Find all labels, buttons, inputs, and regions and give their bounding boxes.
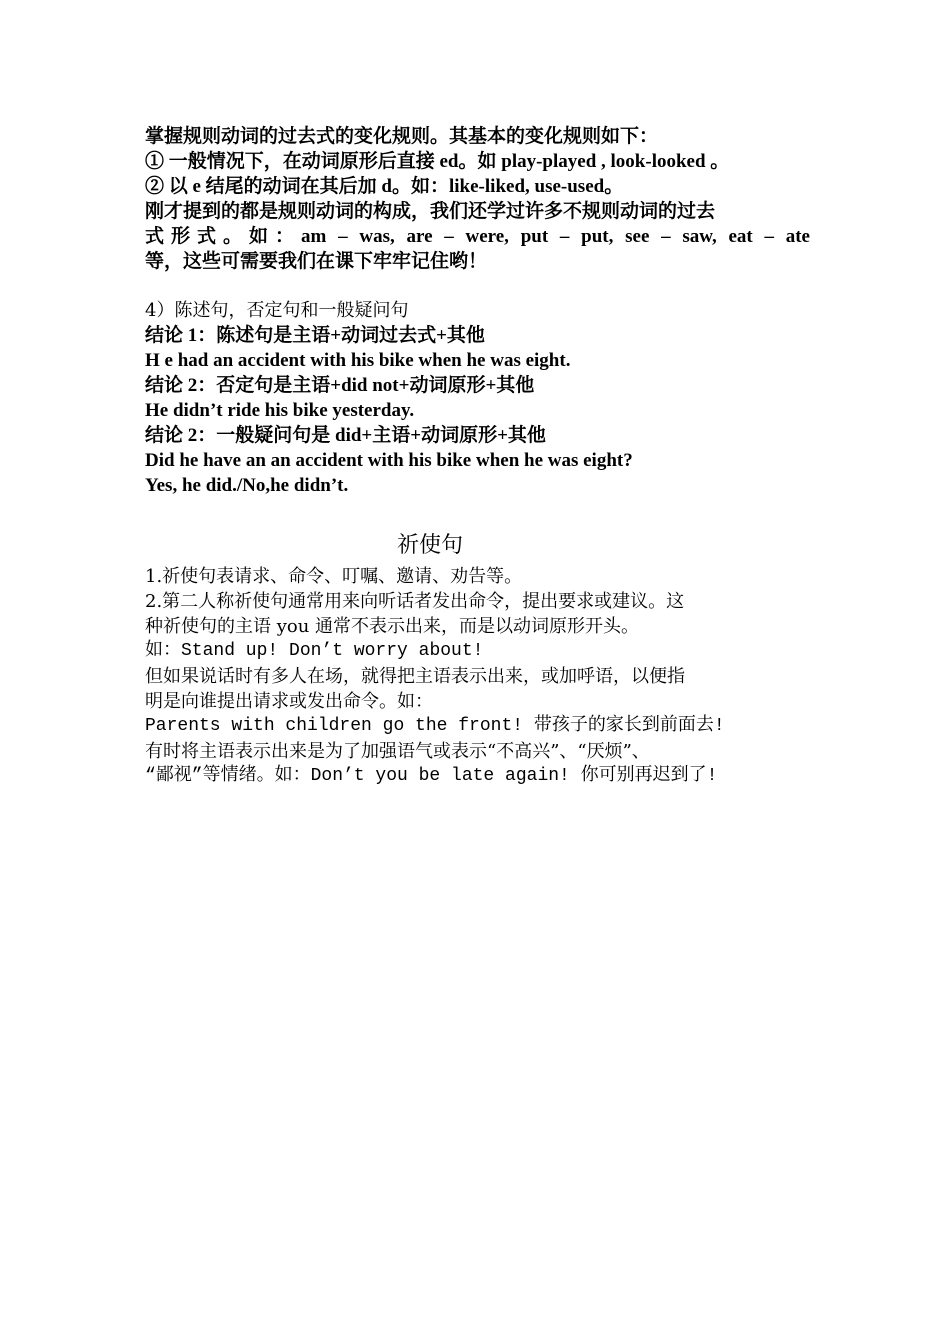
irregular-verbs-line-3: 等，这些可需要我们在课下牢牢记住哟！ — [145, 251, 488, 272]
irregular-verbs-line-2: 式形式。如：am – was, are – were, put – put, see – saw, eat – ate — [145, 226, 810, 247]
spacer — [145, 498, 810, 528]
conclusion-question: 结论 2：一般疑问句是 did+主语+动词原形+其他 — [145, 425, 546, 446]
rule-two-line: ② 以 e 结尾的动词在其后加 d。如：like-liked, use-used。 — [145, 176, 624, 197]
sentence-types-title: 4）陈述句，否定句和一般疑问句 — [145, 300, 409, 321]
past-tense-rules-section — [145, 124, 810, 274]
imperative-point-4a: 有时将主语表示出来是为了加强语气或表示“不高兴”、“厌烦”、 — [145, 741, 650, 762]
rules-intro-line: 掌握规则动词的过去式的变化规则。其基本的变化规则如下： — [145, 126, 659, 147]
imperative-section — [145, 528, 810, 789]
rule-one-line: ① 一般情况下，在动词原形后直接 ed。如 play-played , look-looked 。 — [145, 151, 730, 172]
conclusion-declarative: 结论 1：陈述句是主语+动词过去式+其他 — [145, 325, 485, 346]
document-body — [145, 124, 810, 789]
imperative-point-3b: 明是向谁提出请求或发出命令。如： — [145, 691, 433, 712]
example-negative: He didn’t ride his bike yesterday. — [145, 400, 415, 421]
imperative-point-2a: 2.第二人称祈使句通常用来向听话者发出命令，提出要求或建议。这 — [145, 591, 685, 612]
example-declarative: H e had an accident with his bike when he was eight. — [145, 350, 571, 371]
example-answer: Yes, he did./No,he didn’t. — [145, 475, 349, 496]
imperative-example-2: Parents with children go the front! 带孩子的家长到前面去! — [145, 716, 725, 736]
conclusion-negative: 结论 2：否定句是主语+did not+动词原形+其他 — [145, 375, 535, 396]
imperative-heading: 祈使句 — [396, 533, 463, 558]
imperative-point-3a: 但如果说话时有多人在场，就得把主语表示出来，或加呼语，以便指 — [145, 666, 685, 687]
imperative-point-1: 1.祈使句表请求、命令、叮嘱、邀请、劝告等。 — [145, 566, 523, 587]
irregular-verbs-line-1: 刚才提到的都是规则动词的构成，我们还学过许多不规则动词的过去 — [145, 201, 716, 222]
imperative-point-2b: 种祈使句的主语 you 通常不表示出来，而是以动词原形开头。 — [145, 616, 640, 637]
example-question: Did he have an an accident with his bike when he was eight? — [145, 450, 633, 471]
imperative-point-4b: “鄙视”等情绪。如：Don’t you be late again! 你可别再迟到了! — [145, 766, 718, 786]
imperative-example-1: 如：Stand up! Don’t worry about! — [145, 641, 484, 661]
sentence-types-section — [145, 298, 810, 498]
spacer — [145, 274, 810, 298]
